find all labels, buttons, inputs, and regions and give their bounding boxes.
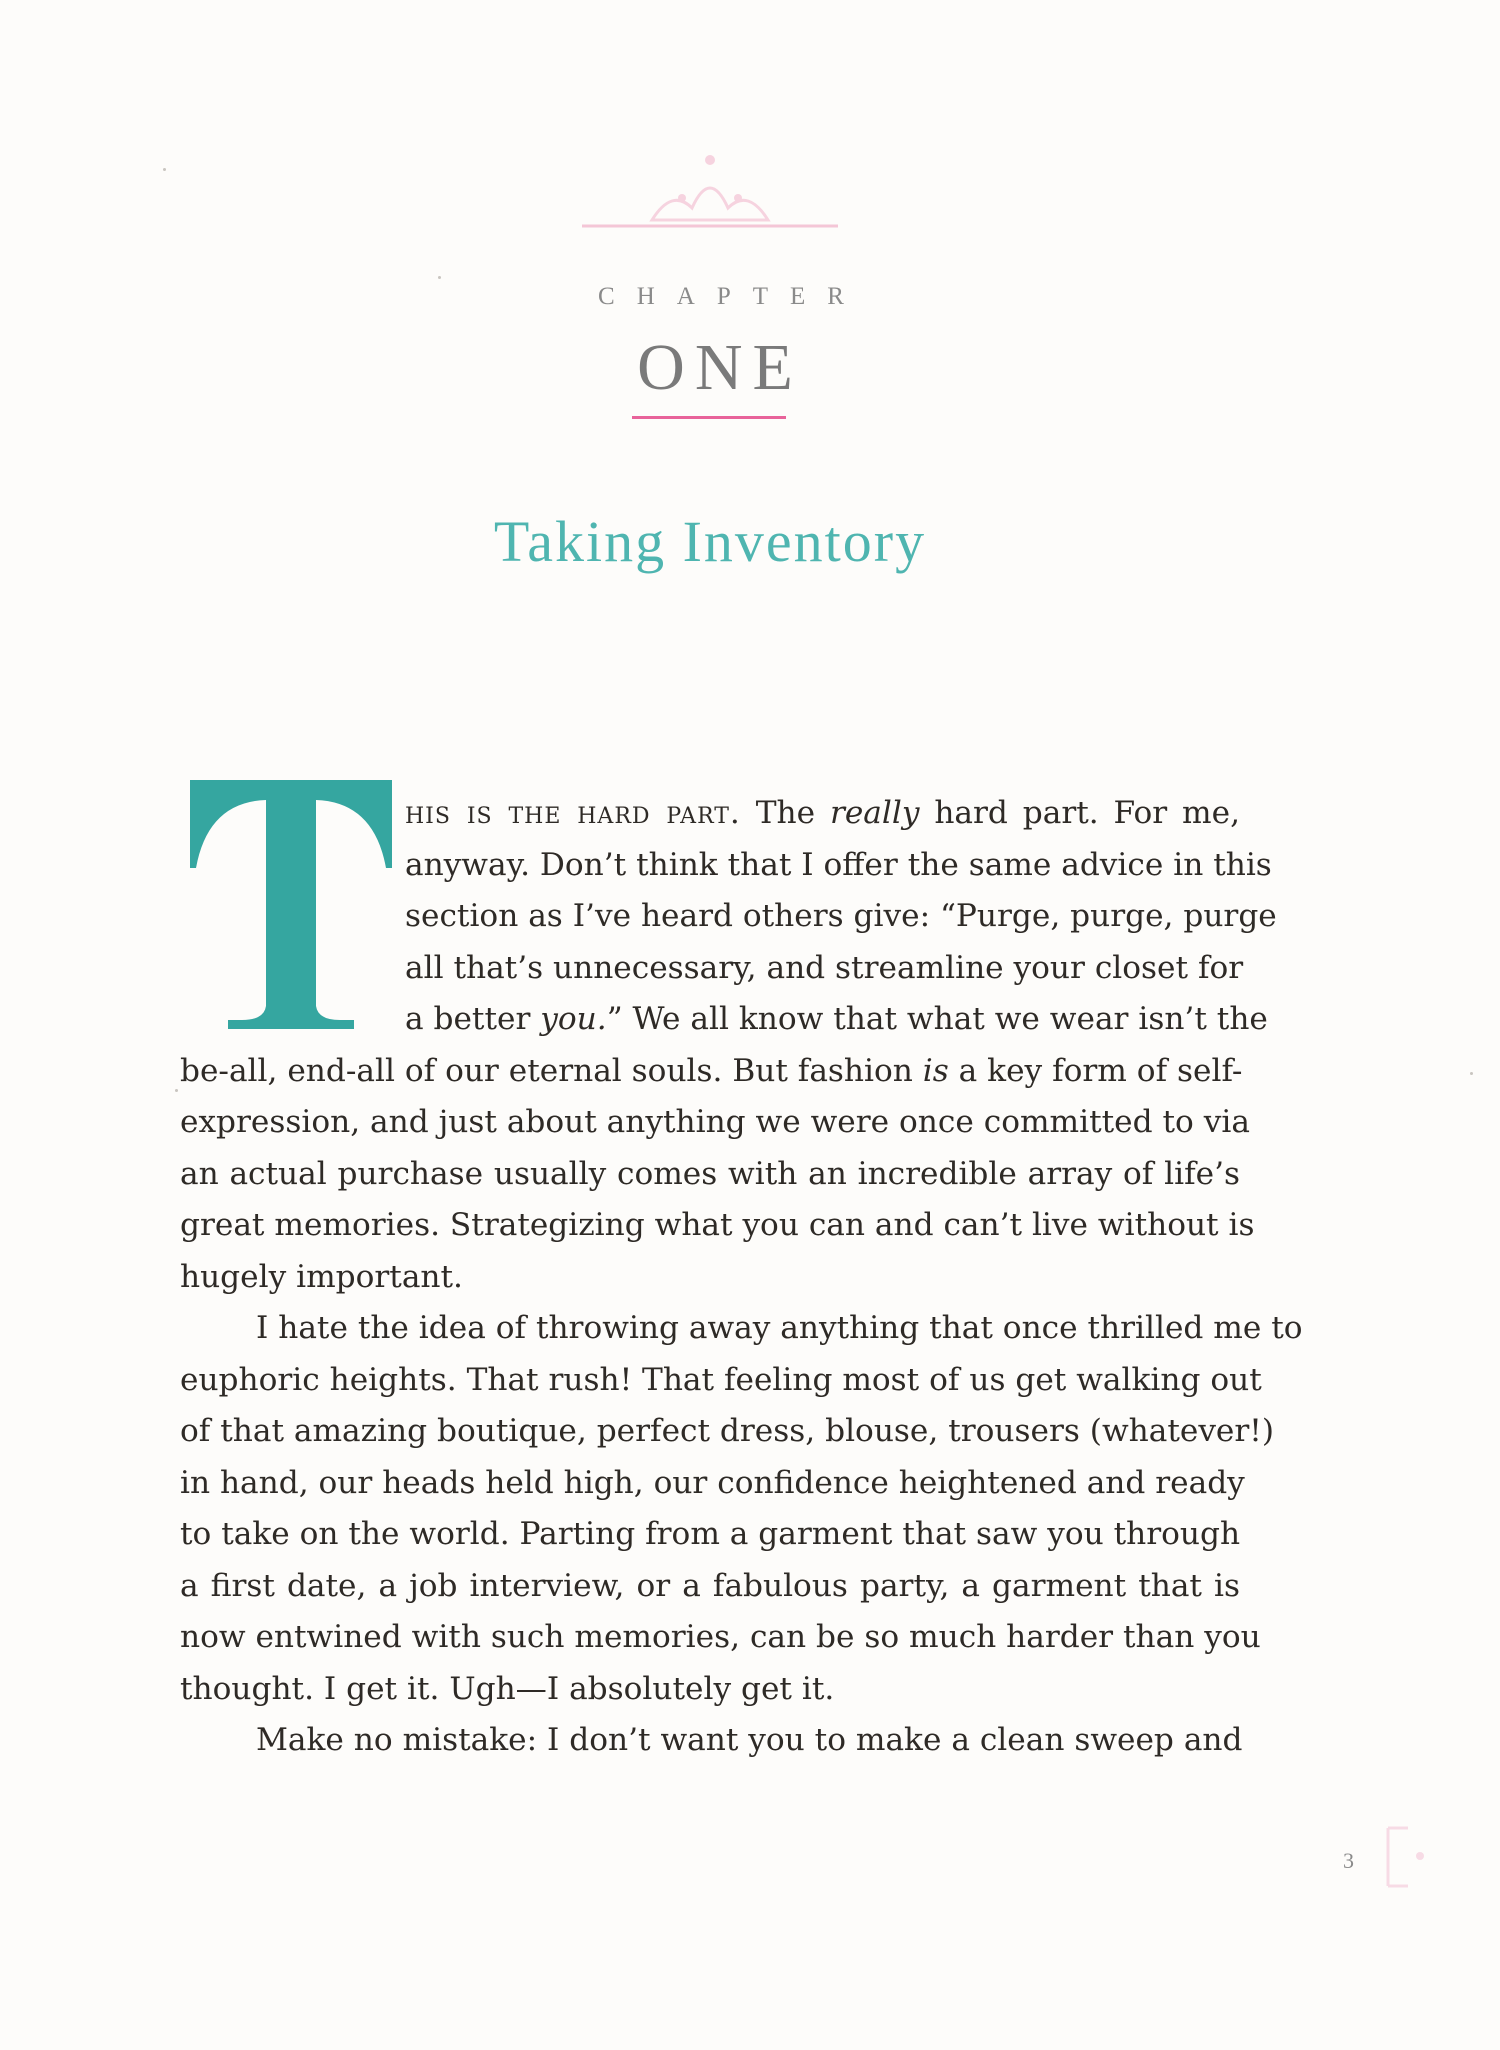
page-ornament-icon xyxy=(1380,1822,1436,1892)
body-line: thought. I get it. Ugh—I absolutely get it. xyxy=(180,1670,835,1707)
body-line: anyway. Don’t think that I offer the same advice in this xyxy=(405,846,1272,883)
crown-ornament-icon xyxy=(582,148,838,232)
chapter-title: Taking Inventory xyxy=(493,509,927,574)
body-line: hugely important. xyxy=(180,1258,463,1295)
body-line: of that amazing boutique, perfect dress, blouse, trousers (whatever!) xyxy=(180,1413,1274,1449)
body-line: a first date, a job interview, or a fabulous party, a garment that is xyxy=(180,1567,1240,1604)
paper-speck xyxy=(1470,1072,1473,1075)
body-line: Make no mistake: I don’t want you to make a clean sweep and xyxy=(256,1722,1243,1758)
body-line: a better you.” We all know that what we wear isn’t the xyxy=(405,1001,1268,1037)
body-line: in hand, our heads held high, our confidence heightened and ready xyxy=(180,1464,1245,1501)
body-line: I hate the idea of throwing away anything that once thrilled me to xyxy=(256,1310,1303,1346)
body-line: an actual purchase usually comes with an incredible array of life’s xyxy=(180,1155,1240,1192)
paper-speck xyxy=(175,1089,178,1092)
body-line: be-all, end-all of our eternal souls. But fashion is a key form of self- xyxy=(180,1052,1243,1089)
chapter-number: ONE xyxy=(637,331,803,404)
emphasis: really xyxy=(829,795,920,831)
page-number: 3 xyxy=(1343,1848,1354,1873)
paper-speck xyxy=(438,276,441,279)
body-line: section as I’ve heard others give: “Purge, purge, purge xyxy=(405,898,1277,934)
body-line: now entwined with such memories, can be so much harder than you xyxy=(180,1619,1261,1655)
opening-small-caps: his is the hard part. xyxy=(405,795,741,831)
chapter-label: CHAPTER xyxy=(598,283,866,310)
body-line: expression, and just about anything we were once committed to via xyxy=(180,1104,1250,1140)
body-line: great memories. Strategizing what you can and can’t live without is xyxy=(180,1207,1255,1243)
chapter-divider xyxy=(632,416,786,419)
body-line: his is the hard part. The really hard part. For me, xyxy=(405,795,1240,831)
emphasis: you. xyxy=(540,1001,607,1037)
body-line: euphoric heights. That rush! That feeling most of us get walking out xyxy=(180,1361,1262,1398)
body-line: all that’s unnecessary, and streamline your closet for xyxy=(405,949,1244,986)
paper-speck xyxy=(163,168,166,171)
body-line: to take on the world. Parting from a garment that saw you through xyxy=(180,1516,1241,1552)
emphasis: is xyxy=(922,1052,949,1089)
chapter-body-text xyxy=(180,788,1303,1767)
